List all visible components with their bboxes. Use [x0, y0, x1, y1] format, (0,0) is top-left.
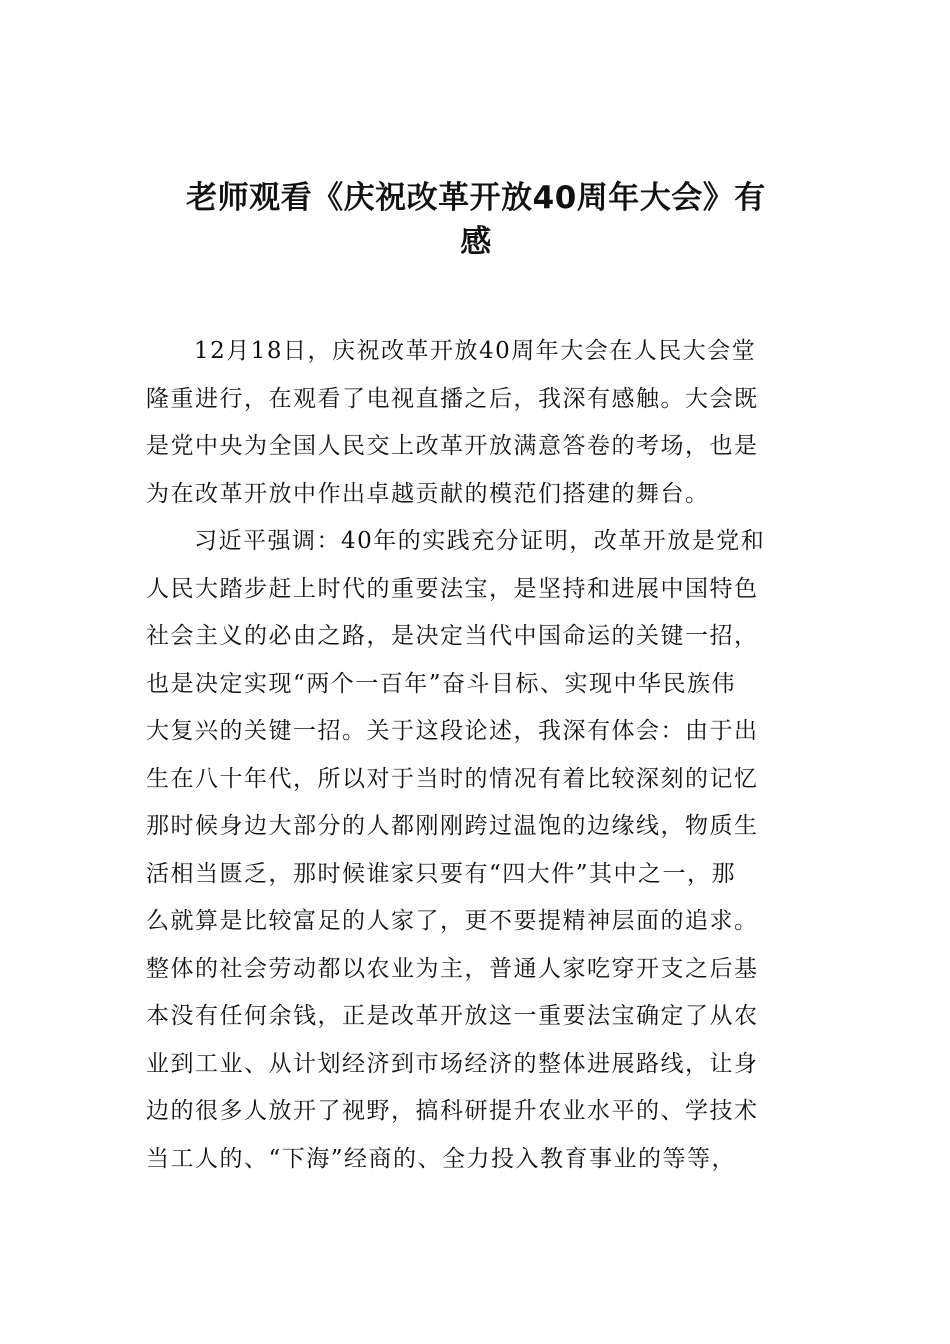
text-line: 大复兴的关键一招。关于这段论述，我深有体会：由于出 [146, 718, 759, 744]
text-line: 么就算是比较富足的人家了，更不要提精神层面的追求。 [146, 908, 759, 934]
text-line: 人民大踏步赶上时代的重要法宝，是坚持和进展中国特色 [146, 575, 759, 602]
text-line: 习近平强调：40年的实践充分证明，改革开放是党和 [194, 528, 766, 554]
text-line: 为在改革开放中作出卓越贡献的模范们搭建的舞台。 [146, 480, 710, 507]
text-line: 活相当匮乏，那时候谁家只要有“四大件”其中之一，那 [146, 860, 737, 887]
text-line: 隆重进行，在观看了电视直播之后，我深有感触。大会既 [146, 385, 759, 412]
text-line: 也是决定实现“两个一百年”奋斗目标、实现中华民族伟 [146, 670, 737, 697]
text-line: 那时候身边大部分的人都刚刚跨过温饱的边缘线，物质生 [146, 813, 759, 839]
paragraph-1 [146, 328, 808, 518]
title-line: 老师观看《庆祝改革开放40周年大会》有 [186, 180, 766, 216]
text-line: 当工人的、“下海”经商的、全力投入教育事业的等等， [146, 1145, 737, 1172]
text-line: 是党中央为全国人民交上改革开放满意答卷的考场，也是 [146, 433, 759, 459]
text-line: 社会主义的必由之路，是决定当代中国命运的关键一招， [146, 623, 759, 649]
text-line: 业到工业、从计划经济到市场经济的整体进展路线，让身 [146, 1050, 759, 1077]
document-body [146, 328, 808, 1183]
text-line: 生在八十年代，所以对于当时的情况有着比较深刻的记忆 [146, 765, 759, 792]
text-line: 12月18日，庆祝改革开放40周年大会在人民大会堂 [194, 338, 757, 364]
text-line: 本没有任何余钱，正是改革开放这一重要法宝确定了从农 [146, 1003, 759, 1029]
text-line: 边的很多人放开了视野，搞科研提升农业水平的、学技术 [146, 1098, 759, 1124]
paragraph-2 [146, 518, 808, 1183]
title-line: 感 [460, 224, 492, 260]
document-title [140, 176, 812, 264]
text-line: 整体的社会劳动都以农业为主，普通人家吃穿开支之后基 [146, 955, 759, 982]
